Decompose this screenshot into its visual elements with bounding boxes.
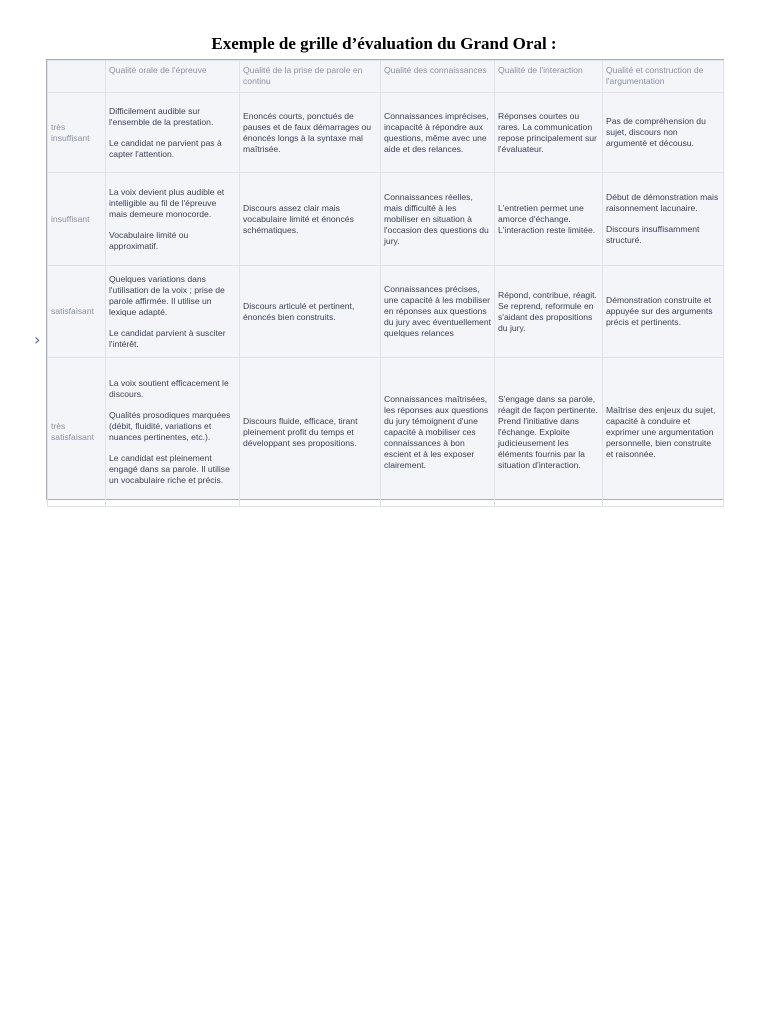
level-label: très satisfaisant [48,358,106,507]
criterion-cell-oral [106,173,240,266]
cell-text: Connaissances précises, une capacité à les mobiliser en réponses aux questions du jury avec éventuellement quelques relances [384,284,492,338]
cell-text: Connaissances maîtrisées, les réponses aux questions du jury témoignent d'une capacité à mobiliser ces connaissances à bon escient et à les exposer clairement. [384,393,489,470]
cell-text: Le candidat ne parvient pas à capter l'attention. [109,137,222,159]
criterion-cell-oral [106,266,240,358]
level-label: satisfaisant [48,266,106,358]
evaluation-table [47,60,724,507]
cell-text: Enoncés courts, ponctués de pauses et de faux démarrages ou énoncés longs à la syntaxe mal maîtrisée. [243,110,372,154]
cell-text: Le candidat parvient à susciter l'intérêt. [109,327,226,349]
criterion-cell-prise [240,358,381,507]
column-header: Qualité de la prise de parole en continu [240,61,381,93]
column-header: Qualité de l'interaction [495,61,603,93]
cell-text: Discours insuffisamment structuré. [606,224,700,245]
page-title: Exemple de grille d’évaluation du Grand Oral : [211,34,557,53]
cell-text: Vocabulaire limité ou approximatif. [109,229,189,251]
table-row [48,358,724,507]
cell-text: Discours articulé et pertinent, énoncés bien construits. [243,300,355,322]
cell-text: La voix soutient efficacement le discours. [109,378,229,399]
cell-text: Répond, contribue, réagit. Se reprend, reformule en s'aidant des propositions du jury. [498,289,597,333]
criterion-cell-interaction [495,266,603,358]
evaluation-grid [46,59,724,500]
table-row [48,266,724,358]
cell-text: Maîtrise des enjeux du sujet, capacité à conduire et exprimer une argumentation personnelle, bien construite et raisonnée. [606,404,716,459]
criterion-cell-connaissances [381,173,495,266]
cell-text: Quelques variations dans l'utilisation de la voix ; prise de parole affirmée. Il utilise un lexique adapté. [109,273,225,317]
criterion-cell-argumentation [603,266,724,358]
criterion-cell-argumentation [603,173,724,266]
cell-text: Pas de compréhension du sujet, discours non argumenté et décousu. [606,116,706,148]
criterion-cell-argumentation [603,93,724,173]
level-label: insuffisant [48,173,106,266]
cell-text: Discours assez clair mais vocabulaire limité et énoncés schématiques. [243,202,354,235]
criterion-cell-oral [106,358,240,507]
column-header: Qualité et construction de l'argumentation [603,61,724,93]
column-header: Qualité orale de l'épreuve [106,61,240,93]
criterion-cell-prise [240,173,381,266]
criterion-cell-oral [106,93,240,173]
cell-text: Début de démonstration mais raisonnement lacunaire. [606,192,719,213]
criterion-cell-argumentation [603,358,724,507]
table-row [48,173,724,266]
cell-text: Qualités prosodiques marquées (débit, fluidité, variations et nuances pertinentes, etc.). [109,410,231,442]
criterion-cell-connaissances [381,358,495,507]
cell-text: S'engage dans sa parole, réagit de façon pertinente. Prend l'initiative dans l'échange. Exploite judicieusement les éléments fournis par la situation d'interaction. [498,393,598,470]
criterion-cell-connaissances [381,266,495,358]
criterion-cell-interaction [495,173,603,266]
cell-text: L'entretien permet une amorce d'échange. L'interaction reste limitée. [498,202,596,235]
cell-text: Démonstration construite et appuyée sur des arguments précis et pertinents. [606,295,713,327]
cell-text: Connaissances réelles, mais difficulté à les mobiliser en situation à l'occasion des questions du jury. [384,191,489,246]
column-header [48,61,106,93]
table-row [48,93,724,173]
column-header: Qualité des connaissances [381,61,495,93]
cell-text: Réponses courtes ou rares. La communication repose principalement sur l'évaluateur. [498,110,597,154]
cell-text: Discours fluide, efficace, tirant pleinement profit du temps et développant ses propositions. [243,415,358,448]
criterion-cell-prise [240,266,381,358]
criterion-cell-connaissances [381,93,495,173]
level-label: très insuffisant [48,93,106,173]
criterion-cell-interaction [495,358,603,507]
cell-text: La voix devient plus audible et intelligible au fil de l'épreuve mais demeure monocorde. [109,186,225,219]
criterion-cell-prise [240,93,381,173]
cell-text: Le candidat est pleinement engagé dans sa parole. Il utilise un vocabulaire riche et précis. [109,453,230,485]
criterion-cell-interaction [495,93,603,173]
table-header-row [48,61,724,93]
cell-text: Connaissances imprécises, incapacité à répondre aux questions, même avec une aide et des relances. [384,110,489,154]
chevron-right-icon[interactable]: › [34,330,41,349]
cell-text: Difficilement audible sur l'ensemble de la prestation. [109,105,214,127]
